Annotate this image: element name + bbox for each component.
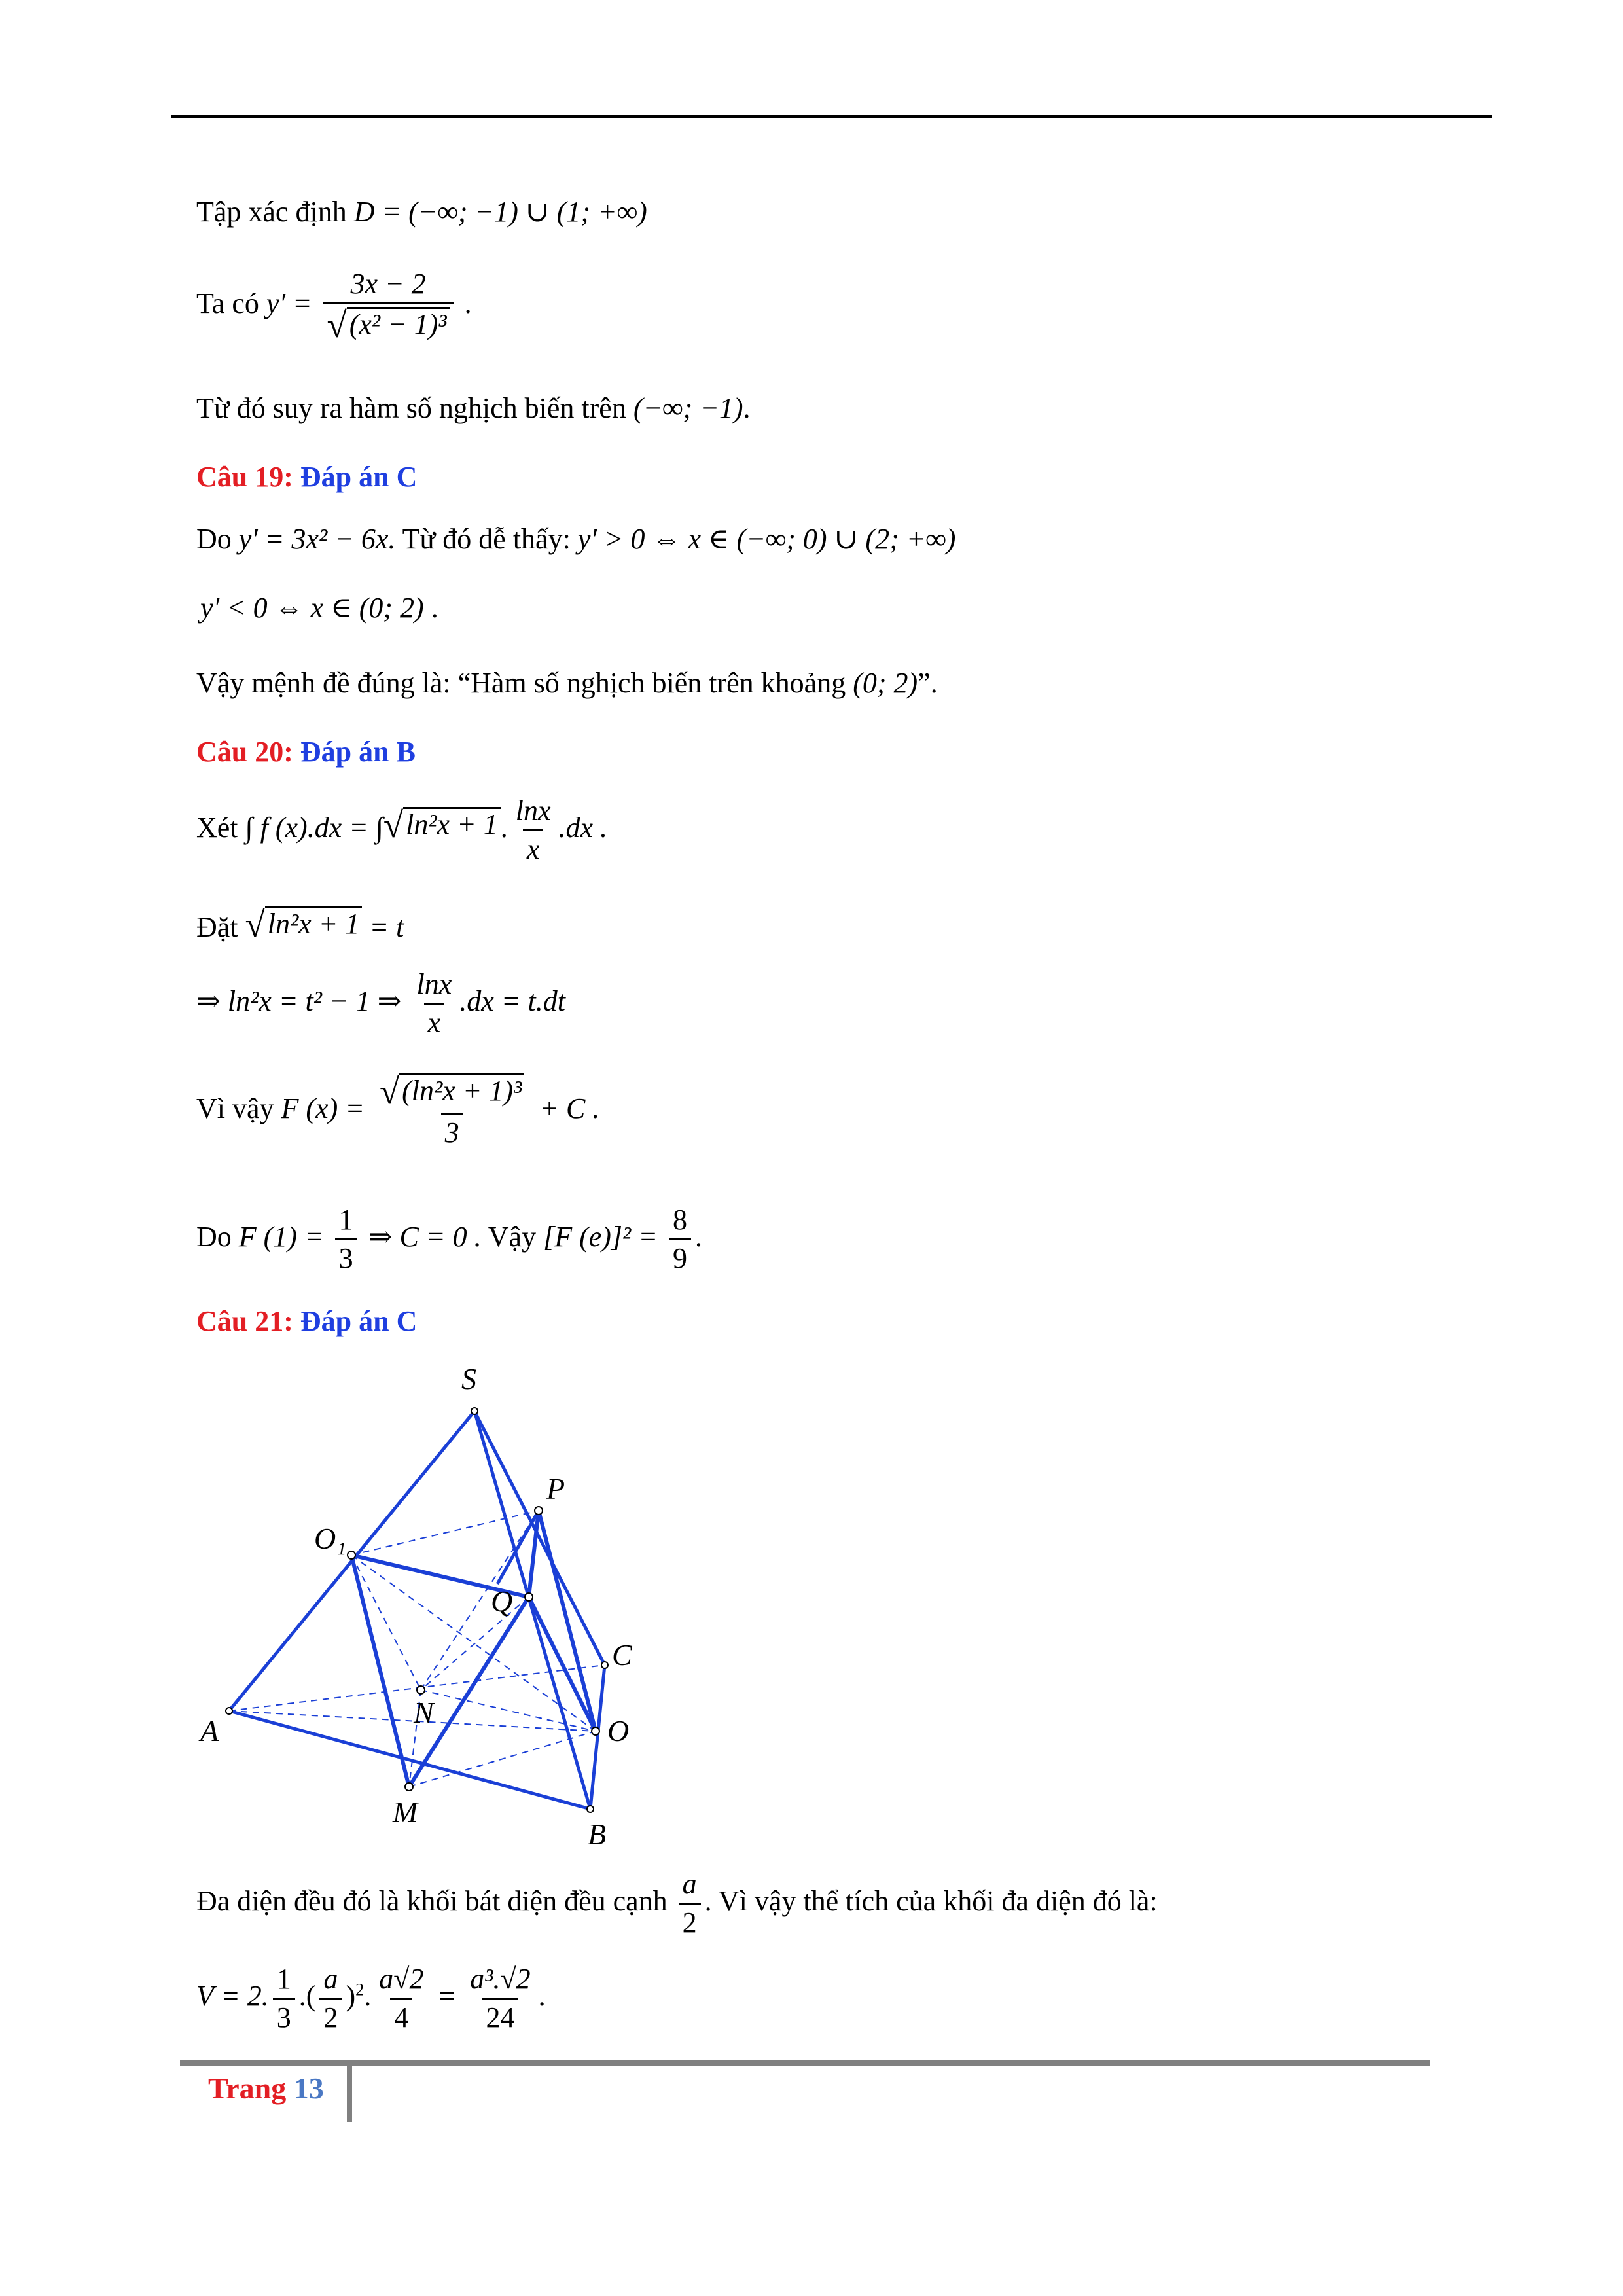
yprime-lhs: y' = [266,287,312,319]
edge-SC [474,1411,605,1665]
q20-step-line: ⇒ ln²x = t² − 1 ⇒ $\frac{\ln x}{x}$ .dx = t.dt [196,968,565,1039]
domain-math: D = (−∞; −1) ∪ (1; +∞) [353,196,647,228]
label-A: A [200,1714,219,1748]
label-O1: O₁ [314,1522,347,1555]
derivative-line: Ta có y' = 3x − 2 √ (x² − 1)³ . [196,268,472,346]
footer-divider [347,2066,352,2122]
vertex-M [405,1783,413,1791]
vertex-S [471,1408,478,1414]
q19-line2: y' < 0 ⇔ x ∈ (0; 2) . [200,592,438,624]
q20-dat-line: Đặt √ ln²x + 1 = t [196,905,404,944]
vertex-P [535,1507,543,1515]
q19-heading: Câu 19: Đáp án C [196,461,418,493]
edge-P-C [539,1511,597,1733]
label-Q: Q [491,1585,513,1618]
q20-heading: Câu 20: Đáp án B [196,736,416,768]
edge-O1N-hidden [351,1555,421,1690]
label-P: P [546,1472,565,1505]
label-C: C [612,1638,632,1672]
octahedron-diagram [196,1348,720,1846]
q20-integral-line: Xét ∫ f (x).dx = ∫ √ ln²x + 1 . $\frac{\ln x}{x}$ .dx . [196,795,608,866]
domain-line [196,196,647,228]
conclusion-line: Từ đó suy ra hàm số nghịch biến trên (−∞; −1). [196,392,751,424]
q21-heading: Câu 21: Đáp án C [196,1305,418,1337]
label-B: B [588,1818,607,1846]
q19-line1: Do y' = 3x² − 6x. Từ đó dễ thấy: y' > 0 ⇔ x ∈ (−∞; 0) ∪ (2; +∞) [196,523,956,555]
vertex-B [587,1806,594,1812]
label-N: N [414,1696,434,1729]
edge-AB [229,1711,590,1809]
vertex-O [592,1727,599,1735]
label-M: M [393,1795,418,1829]
domain-text: Tập xác định [196,196,347,228]
label-S: S [461,1362,476,1395]
q21-volume-line: V = 2. $\frac{1}{3}$ .( $\frac{a}{2}$ )$^2$. $\frac{a√2}{4}$ = $\frac{\text{a³.√2}}{24}$ . [196,1963,546,2034]
conclusion-math: (−∞; −1) [633,392,743,424]
yprime-fraction: 3x − 2 √ (x² − 1)³ [323,268,454,344]
q19-line3: Vậy mệnh đề đúng là: “Hàm số nghịch biến trên khoảng (0; 2)”. [196,667,938,699]
vertex-A [226,1708,232,1714]
label-O: O [607,1714,630,1748]
header-rule [171,115,1492,118]
conclusion-text: Từ đó suy ra hàm số nghịch biến trên [196,392,626,424]
q21-text-line: Đa diện đều đó là khối bát diện đều cạnh $\frac{a}{2}$ . Vì vậy thể tích của khối đa diện đó là: [196,1868,1158,1939]
q20-F-line: Vì vậy F (x) = √ (ln²x + 1)³ 3 + C . [196,1071,600,1149]
edge-BC [590,1665,605,1809]
q20-final-line: Do F (1) = $\frac{1}{3}$ ⇒ C = 0 . Vậy [F (e)]² = $\frac{8}{9}$ . [196,1204,702,1275]
vertex-N [417,1686,425,1694]
vertex-O1 [348,1551,355,1559]
edge-NP-hidden [421,1511,539,1690]
edge-AO-hidden [229,1711,596,1731]
vertex-Q [525,1593,533,1601]
footer-rule [180,2060,1430,2066]
ta-co-text: Ta có [196,287,259,319]
page-number: Trang 13 [208,2072,324,2105]
vertex-C [601,1662,608,1668]
